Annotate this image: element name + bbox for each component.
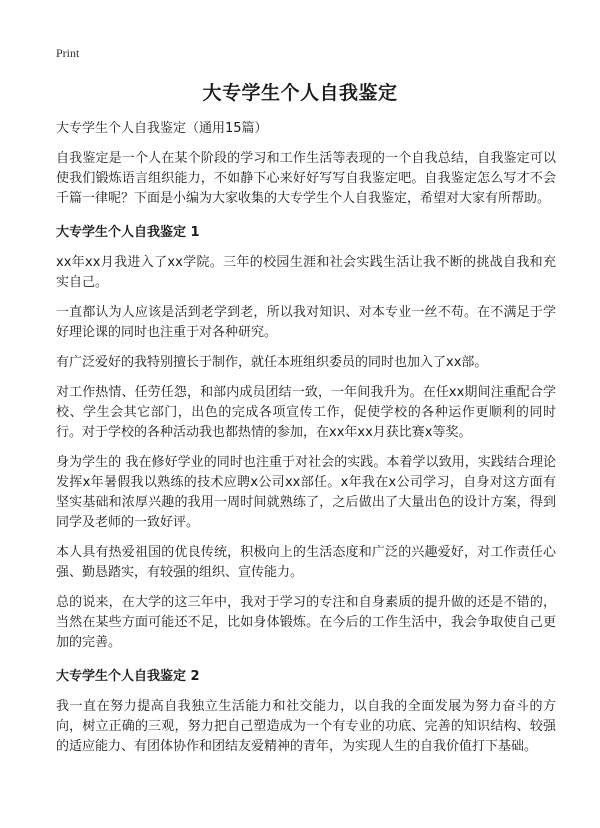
- intro-paragraph: 自我鉴定是一个人在某个阶段的学习和工作生活等表现的一个自我总结，自我鉴定可以使我们锻炼语言组织能力，不如静下心来好好写写自我鉴定吧。自我鉴定怎么写才不会千篇一律呢？下面是小编为大家收集的大专学生个人自我鉴定，希望对大家有所帮助。: [56, 151, 556, 206]
- document-body: [56, 119, 556, 767]
- paragraph: xx年xx月我进入了xx学院。三年的校园生涯和社会实践生活让我不断的挑战自我和充实自己。: [56, 255, 556, 290]
- paragraph: 总的说来，在大学的这三年中，我对于学习的专注和自身素质的提升做的还是不错的，当然在某些方面可能还不足，比如身体锻炼。在今后的工作生活中，我会争取使自己更加的完善。: [56, 595, 556, 650]
- page-title: 大专学生个人自我鉴定: [202, 82, 398, 104]
- section-heading: 大专学生个人自我鉴定 1: [56, 225, 200, 240]
- paragraph: 一直都认为人应该是活到老学到老，所以我对知识、对本专业一丝不苟。在不满足于学好理论课的同时也注重于对各种研究。: [56, 305, 556, 340]
- paragraph: 我一直在努力提高自我独立生活能力和社交能力，以自我的全面发展为努力奋斗的方向，树立正确的三观，努力把自己塑造成为一个有专业的功底、完善的知识结构、较强的适应能力、有团体协作和团结友爱精神的青年，为实现人生的自我价值打下基础。: [56, 699, 556, 754]
- paragraph: 有广泛爱好的我特别擅长于制作，就任本班组织委员的同时也加入了xx部。: [56, 355, 488, 370]
- section-heading: 大专学生个人自我鉴定 2: [56, 669, 200, 684]
- paragraph: 身为学生的 我在修好学业的同时也注重于对社会的实践。本着学以致用，实践结合理论发挥x年暑假我以熟练的技术应聘x公司xx部任。x年我在x公司学习，自身对这方面有坚实基础和浓厚兴趣的我用一周时间就熟练了，之后做出了大量出色的设计方案，得到同学及老师的一致好评。: [56, 455, 556, 530]
- paragraph: 本人具有热爱祖国的优良传统，积极向上的生活态度和广泛的兴趣爱好，对工作责任心强、勤恳踏实，有较强的组织、宣传能力。: [56, 545, 556, 580]
- document-subtitle: 大专学生个人自我鉴定（通用15篇）: [56, 121, 268, 136]
- print-label: Print: [56, 46, 80, 60]
- paragraph: 对工作热情、任劳任怨，和部内成员团结一致，一年间我升为。在任xx期间注重配合学校、学生会其它部门，出色的完成各项宣传工作，促使学校的各种运作更顺利的同时行。对于学校的各种活动我也都热情的参加，在xx年xx月获比赛x等奖。: [56, 385, 556, 440]
